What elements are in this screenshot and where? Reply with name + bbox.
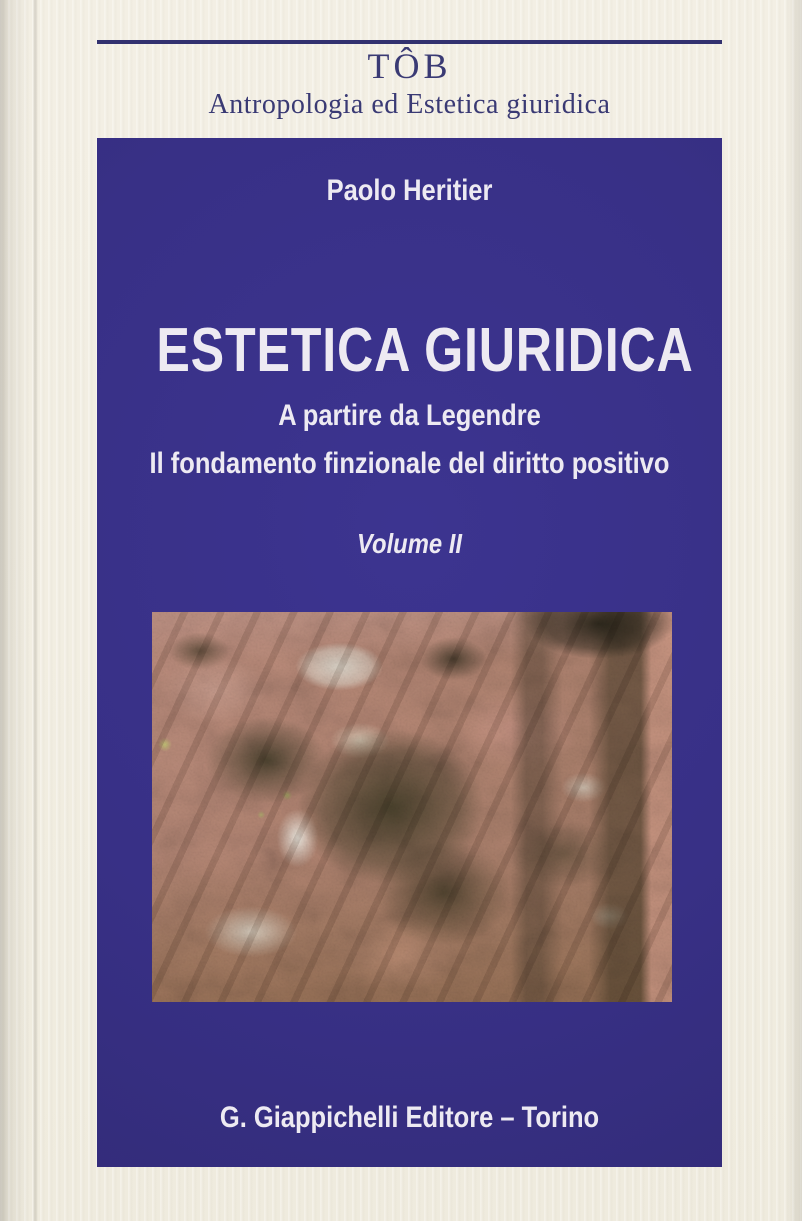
series-rule	[97, 40, 722, 44]
book-title: ESTETICA GIURIDICA	[156, 316, 694, 385]
subtitle-line-1: A partire da Legendre	[278, 399, 541, 432]
cover-photo	[152, 612, 672, 1002]
series-subtitle: Antropologia ed Estetica giuridica	[208, 89, 611, 120]
publisher-line: G. Giappichelli Editore – Torino	[219, 1101, 600, 1134]
cover-panel	[97, 138, 722, 1167]
subtitle-line-2: Il fondamento finzionale del diritto positivo	[149, 447, 670, 480]
series-title: TÔB	[367, 46, 452, 86]
author-name: Paolo Heritier	[326, 174, 493, 207]
volume-label: Volume II	[357, 528, 462, 559]
photo-grain-overlay	[152, 612, 672, 1002]
